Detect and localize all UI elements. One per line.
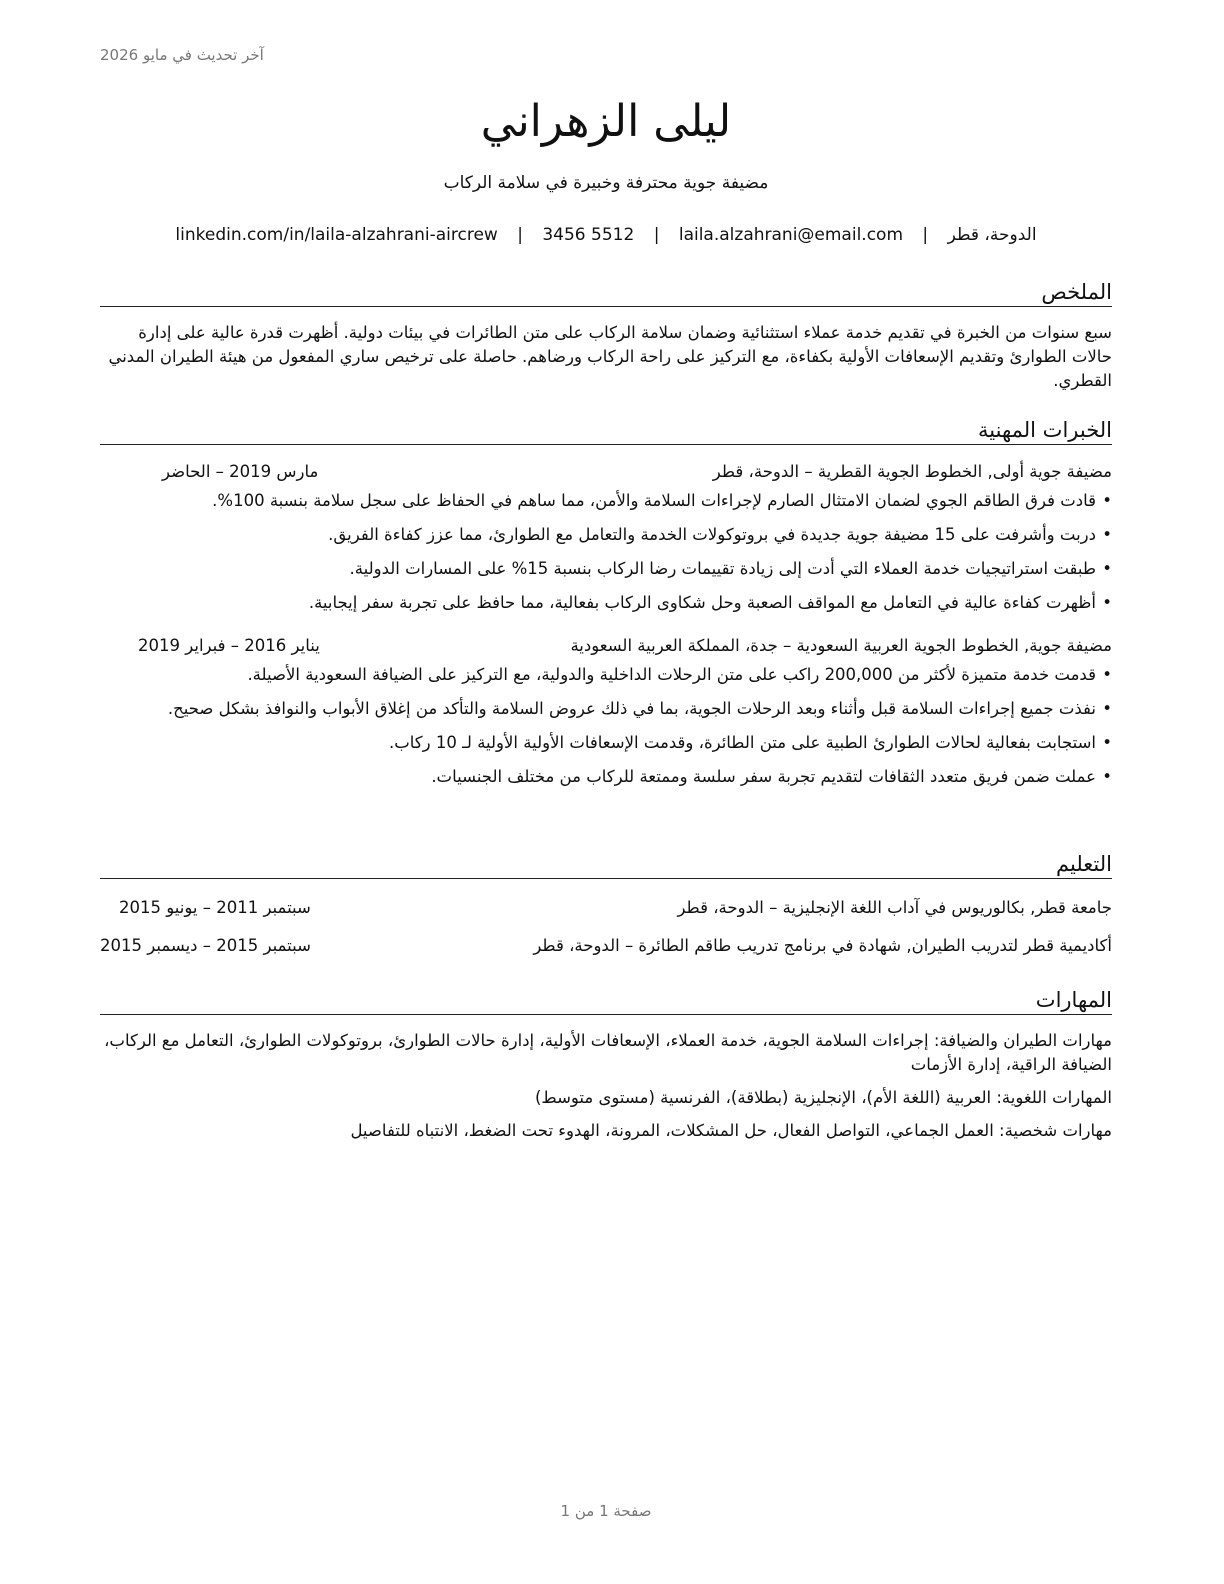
contact-separator: | (517, 225, 523, 245)
contact-linkedin[interactable]: linkedin.com/in/laila-alzahrani-aircrew (175, 225, 498, 245)
section-title-skills: المهارات (100, 986, 1112, 1015)
contact-line (100, 223, 1112, 247)
bullet-item: • عملت ضمن فريق متعدد الثقافات لتقديم تجربة سفر سلسة وممتعة للركاب من مختلف الجنسيات. (100, 765, 1112, 789)
candidate-name: ليلى الزهراني (480, 96, 732, 147)
last-updated: آخر تحديث في مايو 2026 (100, 46, 264, 64)
job-header (100, 459, 1112, 485)
job-entry (100, 633, 1112, 789)
job-entry (100, 459, 1112, 615)
education-entry (100, 895, 1112, 921)
education-dates: سبتمبر 2015 – ديسمبر 2015 (100, 936, 311, 955)
experience-section (100, 416, 1112, 799)
education-degree: جامعة قطر, بكالوريوس في آداب اللغة الإنجليزية – الدوحة، قطر (677, 898, 1112, 917)
skills-section (100, 986, 1112, 1152)
resume-page (100, 0, 1112, 1584)
summary-text: سبع سنوات من الخبرة في تقديم خدمة عملاء استثنائية وضمان سلامة الركاب على متن الطائرات في بيئات دولية. أظهرت قدرة عالية على إدارة حالات الطوارئ وتقديم الإسعافات الأولية بكفاءة، مع التركيز على راحة الركاب ورضاهم. حاصلة على ترخيص ساري المفعول من هيئة الطيران المدني القطري. (108, 323, 1112, 390)
section-title-experience: الخبرات المهنية (100, 416, 1112, 445)
job-dates: مارس 2019 – الحاضر (162, 462, 319, 481)
page-number: صفحة 1 من 1 (560, 1502, 652, 1520)
summary-section (100, 278, 1112, 393)
education-degree: أكاديمية قطر لتدريب الطيران, شهادة في برنامج تدريب طاقم الطائرة – الدوحة، قطر (533, 936, 1112, 955)
job-dates: يناير 2016 – فبراير 2019 (138, 636, 320, 655)
headline: مضيفة جوية محترفة وخبيرة في سلامة الركاب (443, 173, 769, 193)
skill-line: مهارات الطيران والضيافة: إجراءات السلامة الجوية، خدمة العملاء، الإسعافات الأولية، إدارة حالات الطوارئ، بروتوكولات الطوارئ، التعامل مع الركاب، الضيافة الراقية، إدارة الأزمات (104, 1031, 1112, 1074)
contact-phone: 3456 5512 (542, 225, 635, 245)
bullet-item: • أظهرت كفاءة عالية في التعامل مع المواقف الصعبة وحل شكاوى الركاب بفعالية، مما حافظ على تجربة سفر إيجابية. (100, 591, 1112, 615)
education-entry (100, 933, 1112, 959)
bullet-item: • نفذت جميع إجراءات السلامة قبل وأثناء وبعد الرحلات الجوية، بما في ذلك عروض السلامة والتأكد من إغلاق الأبواب والنوافذ بشكل صحيح. (100, 697, 1112, 721)
contact-separator: | (653, 225, 660, 245)
skills-list (100, 1029, 1112, 1143)
education-dates: سبتمبر 2011 – يونيو 2015 (119, 898, 311, 917)
job-title-company: مضيفة جوية, الخطوط الجوية العربية السعودية – جدة، المملكة العربية السعودية (570, 636, 1112, 655)
bullet-item: • استجابت بفعالية لحالات الطوارئ الطبية على متن الطائرة، وقدمت الإسعافات الأولية الأولية لـ 10 ركاب. (100, 731, 1112, 755)
job-header (100, 633, 1112, 659)
contact-email[interactable]: laila.alzahrani@email.com (678, 225, 904, 245)
contact-location: الدوحة، قطر (947, 225, 1037, 245)
bullet-item: • دربت وأشرفت على 15 مضيفة جوية جديدة في بروتوكولات الخدمة والتعامل مع الطوارئ، مما عزز كفاءة الفريق. (100, 523, 1112, 547)
skill-line: مهارات شخصية: العمل الجماعي، التواصل الفعال، حل المشكلات، المرونة، الهدوء تحت الضغط، الانتباه للتفاصيل (350, 1121, 1112, 1140)
skill-line: المهارات اللغوية: العربية (اللغة الأم)، الإنجليزية (بطلاقة)، الفرنسية (مستوى متوسط) (534, 1088, 1112, 1107)
bullet-item: • قادت فرق الطاقم الجوي لضمان الامتثال الصارم لإجراءات السلامة والأمن، مما ساهم في الحفاظ على سجل سلامة بنسبة 100%. (100, 489, 1112, 513)
job-bullets (100, 489, 1112, 615)
bullet-item: • طبقت استراتيجيات خدمة العملاء التي أدت إلى زيادة تقييمات رضا الركاب بنسبة 15% على المسارات الدولية. (100, 557, 1112, 581)
bullet-item: • قدمت خدمة متميزة لأكثر من 200,000 راكب على متن الرحلات الداخلية والدولية، مع التركيز على الضيافة السعودية الأصيلة. (100, 663, 1112, 687)
job-title-company: مضيفة جوية أولى, الخطوط الجوية القطرية – الدوحة، قطر (712, 462, 1112, 481)
section-title-summary: الملخص (100, 278, 1112, 307)
section-title-education: التعليم (100, 850, 1112, 879)
education-section (100, 850, 1112, 959)
contact-separator: | (922, 225, 929, 245)
job-bullets (100, 663, 1112, 789)
